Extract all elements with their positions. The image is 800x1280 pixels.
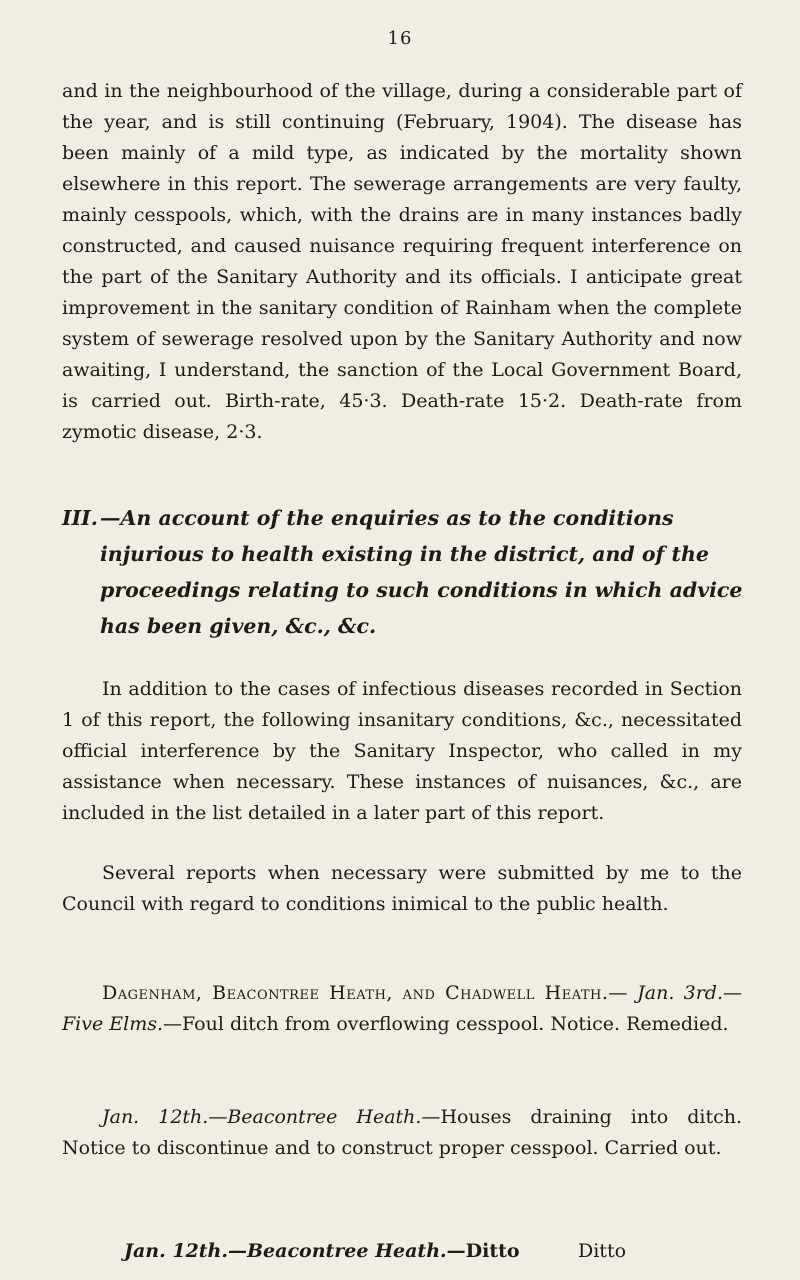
entry-text: Houses draining into ditch. Notice to discontinue and to construct proper cesspool. Carried out. bbox=[62, 1106, 742, 1159]
paragraph-text: and in the neighbourhood of the village, during a considerable part of the year, and is still continuing (February, 1904). The disease has been mainly of a mild type, as indicated by the mortality shown elsewhere in this report. The sewerage arrangements are very faulty, mainly cesspools, which, with the drains are in many instances badly constructed, and caused nuisance requiring frequent interference on the part of the Sanitary Authority and its officials. I anticipate great improvement in the sanitary condition of Rainham when the complete system of sewerage resolved upon by the Sanitary Authority and now awaiting, I understand, the sanction of the Local Government Board, is carried out. Birth-rate, 45·3. Death-rate 15·2. Death-rate from zymotic disease, 2·3. bbox=[62, 80, 742, 443]
entry-2 bbox=[62, 1102, 742, 1164]
entry-date: Jan. 3rd.—Five Elms.— bbox=[62, 982, 742, 1035]
paragraph-text: In addition to the cases of infectious diseases recorded in Section 1 of this report, the following insanitary conditions, &c., necessitated official interference by the Sanitary Inspector, who called in my assistance when necessary. These instances of nuisances, &c., are included in the list detailed in a later part of this report. bbox=[62, 678, 742, 824]
entry-text: Ditto bbox=[465, 1240, 520, 1262]
section-number: III. bbox=[62, 506, 98, 530]
section-title: —An account of the enquiries as to the conditions injurious to health existing in the district, and of the proceedings relating to such conditions in which advice has been given, &c., &c. bbox=[100, 506, 743, 638]
paragraph-text: Several reports when necessary were submitted by me to the Council with regard to conditions inimical to the public health. bbox=[62, 862, 742, 915]
district-heading: Dagenham, Beacontree Heath, and Chadwell Heath.— bbox=[102, 982, 628, 1004]
entry-date: Jan. 12th.—Beacontree Heath.— bbox=[102, 1106, 441, 1128]
paragraph-insanitary bbox=[62, 674, 742, 829]
section-heading bbox=[62, 500, 780, 644]
entry-1 bbox=[62, 978, 742, 1040]
page-number: 16 bbox=[387, 28, 413, 49]
entry-date: Jan. 12th.—Beacontree Heath.— bbox=[124, 1240, 466, 1262]
district-entries bbox=[62, 978, 742, 1040]
entry-3-result: Ditto bbox=[578, 1240, 627, 1262]
entry-3 bbox=[124, 1240, 520, 1262]
paragraph-reports bbox=[62, 858, 742, 920]
entry-text: Foul ditch from overflowing cesspool. Notice. Remedied. bbox=[182, 1013, 729, 1035]
paragraph-rainham bbox=[62, 76, 742, 448]
